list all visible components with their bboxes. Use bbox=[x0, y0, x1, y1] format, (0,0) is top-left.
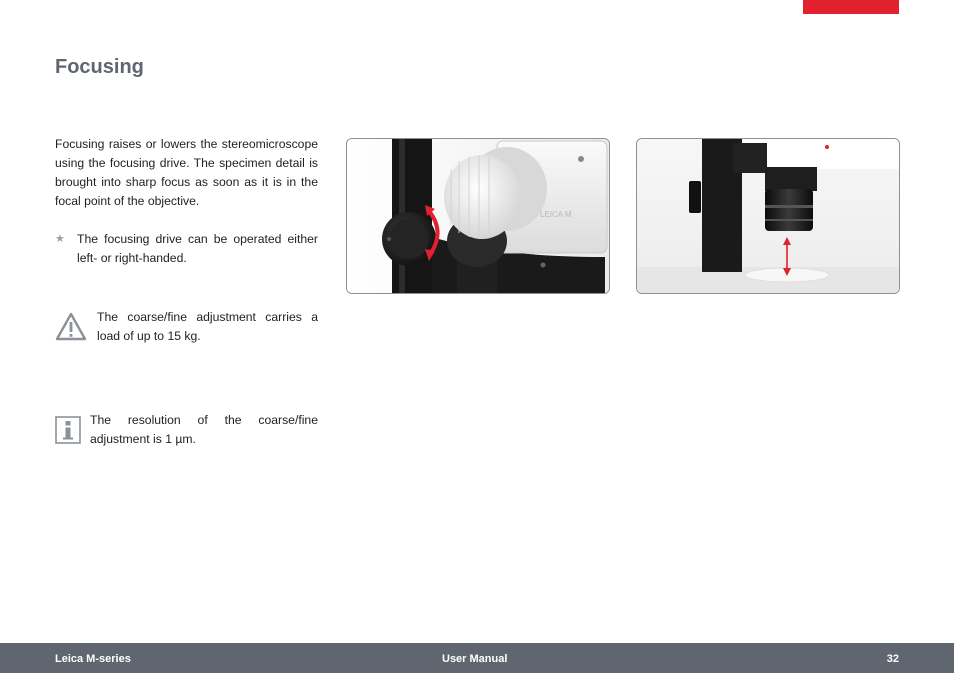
bullet-text: The focusing drive can be operated either left- or right-handed. bbox=[77, 232, 318, 265]
red-header-tab bbox=[803, 0, 899, 14]
footer-bar bbox=[0, 643, 954, 673]
info-note bbox=[55, 411, 318, 449]
info-text: The resolution of the coarse/fine adjustment is 1 µm. bbox=[90, 413, 318, 446]
focus-knob-photo bbox=[346, 138, 610, 294]
star-icon: ★ bbox=[55, 233, 65, 245]
page-number: 32 bbox=[886, 653, 899, 665]
objective-photo bbox=[636, 138, 900, 294]
warning-note bbox=[55, 308, 318, 346]
page-title: Focusing bbox=[55, 56, 144, 78]
leica-logo-text: LEICA M bbox=[540, 210, 572, 219]
intro-paragraph: Focusing raises or lowers the stereomicroscope using the focusing drive. The specimen detail is brought into sharp focus as soon as it is in the focal point of the objective. bbox=[55, 137, 318, 208]
info-icon bbox=[55, 416, 81, 444]
bullet-item bbox=[55, 230, 318, 268]
warning-text: The coarse/fine adjustment carries a load of up to 15 kg. bbox=[97, 310, 318, 343]
footer-doc-title: User Manual bbox=[442, 653, 508, 665]
warning-triangle-icon bbox=[55, 310, 87, 344]
footer-product: Leica M-series bbox=[55, 653, 131, 665]
